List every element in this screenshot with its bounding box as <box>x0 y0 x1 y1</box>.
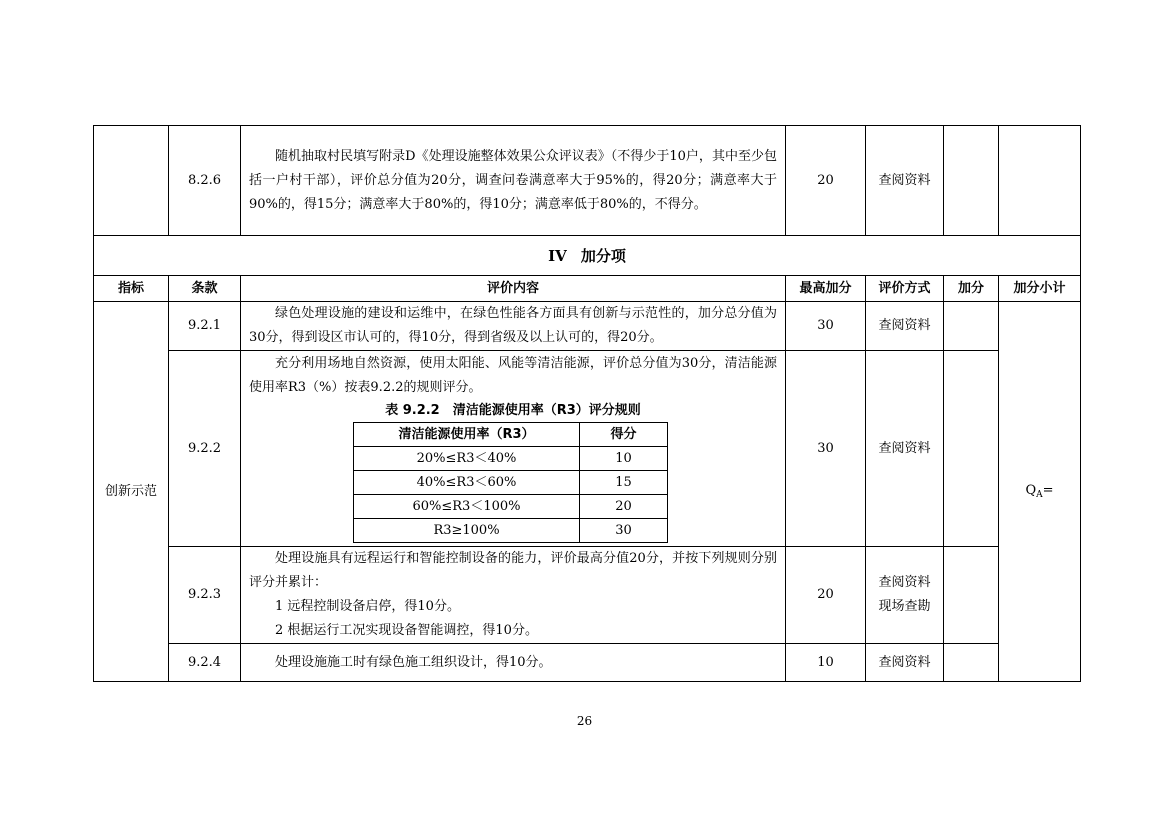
list-item: 1 远程控制设备启停，得10分。 <box>275 599 460 614</box>
sub-cell-score: 10 <box>580 447 668 471</box>
sub-cell-score: 30 <box>580 519 668 543</box>
sub-table-header <box>354 423 668 447</box>
sub-cell-score: 15 <box>580 471 668 495</box>
method-cell <box>866 547 944 644</box>
section-title <box>94 236 1081 276</box>
content-cell <box>241 351 786 547</box>
header-bonus: 加分 <box>944 276 999 302</box>
clause-cell: 8.2.6 <box>169 126 241 236</box>
bonus-cell-empty <box>944 351 999 547</box>
max-score-cell: 30 <box>786 302 866 351</box>
clause-cell: 9.2.2 <box>169 351 241 547</box>
indicator-cell: 创新示范 <box>94 302 169 682</box>
indicator-cell-empty <box>94 126 169 236</box>
subtotal-q: Q <box>1025 483 1037 498</box>
bonus-cell-empty <box>944 302 999 351</box>
content-text: 处理设施施工时有绿色施工组织设计，得10分。 <box>275 654 552 670</box>
content-text: 随机抽取村民填写附录D《处理设施整体效果公众评议表》（不得少于10户，其中至少包括一户村干部），评价总分值为20分，调查问卷满意率大于95%的，得20分；满意率大于90%的，得15分；满意率大于80%的，得10分；满意率低于80%的，不得分。 <box>249 148 777 212</box>
sub-table <box>353 422 668 543</box>
section-number: IV <box>548 246 567 265</box>
sub-cell-score: 20 <box>580 495 668 519</box>
content-cell <box>241 644 786 682</box>
method-cell: 查阅资料 <box>866 126 944 236</box>
subtotal-cell <box>999 302 1081 682</box>
sub-table-row <box>354 447 668 471</box>
sub-cell-rate: 60%≤R3＜100% <box>354 495 580 519</box>
header-max-bonus: 最高加分 <box>786 276 866 302</box>
section-name: 加分项 <box>580 246 626 265</box>
header-subtotal: 加分小计 <box>999 276 1081 302</box>
table-row <box>94 126 1081 236</box>
clause-cell: 9.2.1 <box>169 302 241 351</box>
max-score-cell: 20 <box>786 547 866 644</box>
sub-header-rate: 清洁能源使用率（R3） <box>354 423 580 447</box>
max-score-cell: 20 <box>786 126 866 236</box>
sub-cell-rate: R3≥100% <box>354 519 580 543</box>
header-method: 评价方式 <box>866 276 944 302</box>
sub-table-row <box>354 471 668 495</box>
bonus-cell-empty <box>944 644 999 682</box>
header-content: 评价内容 <box>241 276 786 302</box>
section-row <box>94 236 1081 276</box>
method-line: 查阅资料 <box>878 575 931 590</box>
content-text: 处理设施具有远程运行和智能控制设备的能力，评价最高分值20分，并按下列规则分别评分并累计： <box>249 551 777 590</box>
sub-cell-rate: 40%≤R3＜60% <box>354 471 580 495</box>
sub-table-caption: 表 9.2.2 清洁能源使用率（R3）评分规则 <box>385 403 641 418</box>
content-text: 充分利用场地自然资源，使用太阳能、风能等清洁能源，评价总分值为30分，清洁能源使用率R3（%）按表9.2.2的规则评分。 <box>249 356 777 395</box>
bonus-cell-empty <box>944 126 999 236</box>
evaluation-table <box>93 125 1081 682</box>
content-cell <box>241 302 786 351</box>
subtotal-equals: = <box>1042 483 1054 498</box>
subtotal-subscript: A <box>1036 490 1043 500</box>
header-indicator: 指标 <box>94 276 169 302</box>
content-cell <box>241 126 786 236</box>
sub-header-score: 得分 <box>580 423 668 447</box>
method-cell: 查阅资料 <box>866 302 944 351</box>
page-number: 26 <box>576 714 593 728</box>
table-row <box>94 547 1081 644</box>
sub-cell-rate: 20%≤R3＜40% <box>354 447 580 471</box>
list-item: 2 根据运行工况实现设备智能调控，得10分。 <box>275 623 538 638</box>
table-row <box>94 644 1081 682</box>
clause-cell: 9.2.3 <box>169 547 241 644</box>
content-cell <box>241 547 786 644</box>
content-text: 绿色处理设施的建设和运维中，在绿色性能各方面具有创新与示范性的，加分总分值为30分，得到设区市认可的，得10分，得到省级及以上认可的，得20分。 <box>249 306 777 345</box>
sub-table-row <box>354 495 668 519</box>
table-row <box>94 302 1081 351</box>
subtotal-cell-empty <box>999 126 1081 236</box>
method-cell: 查阅资料 <box>866 351 944 547</box>
header-clause: 条款 <box>169 276 241 302</box>
table-row <box>94 351 1081 547</box>
bonus-cell-empty <box>944 547 999 644</box>
max-score-cell: 30 <box>786 351 866 547</box>
sub-table-row <box>354 519 668 543</box>
clause-cell: 9.2.4 <box>169 644 241 682</box>
max-score-cell: 10 <box>786 644 866 682</box>
method-line: 现场查勘 <box>878 599 931 614</box>
method-cell: 查阅资料 <box>866 644 944 682</box>
header-row <box>94 276 1081 302</box>
